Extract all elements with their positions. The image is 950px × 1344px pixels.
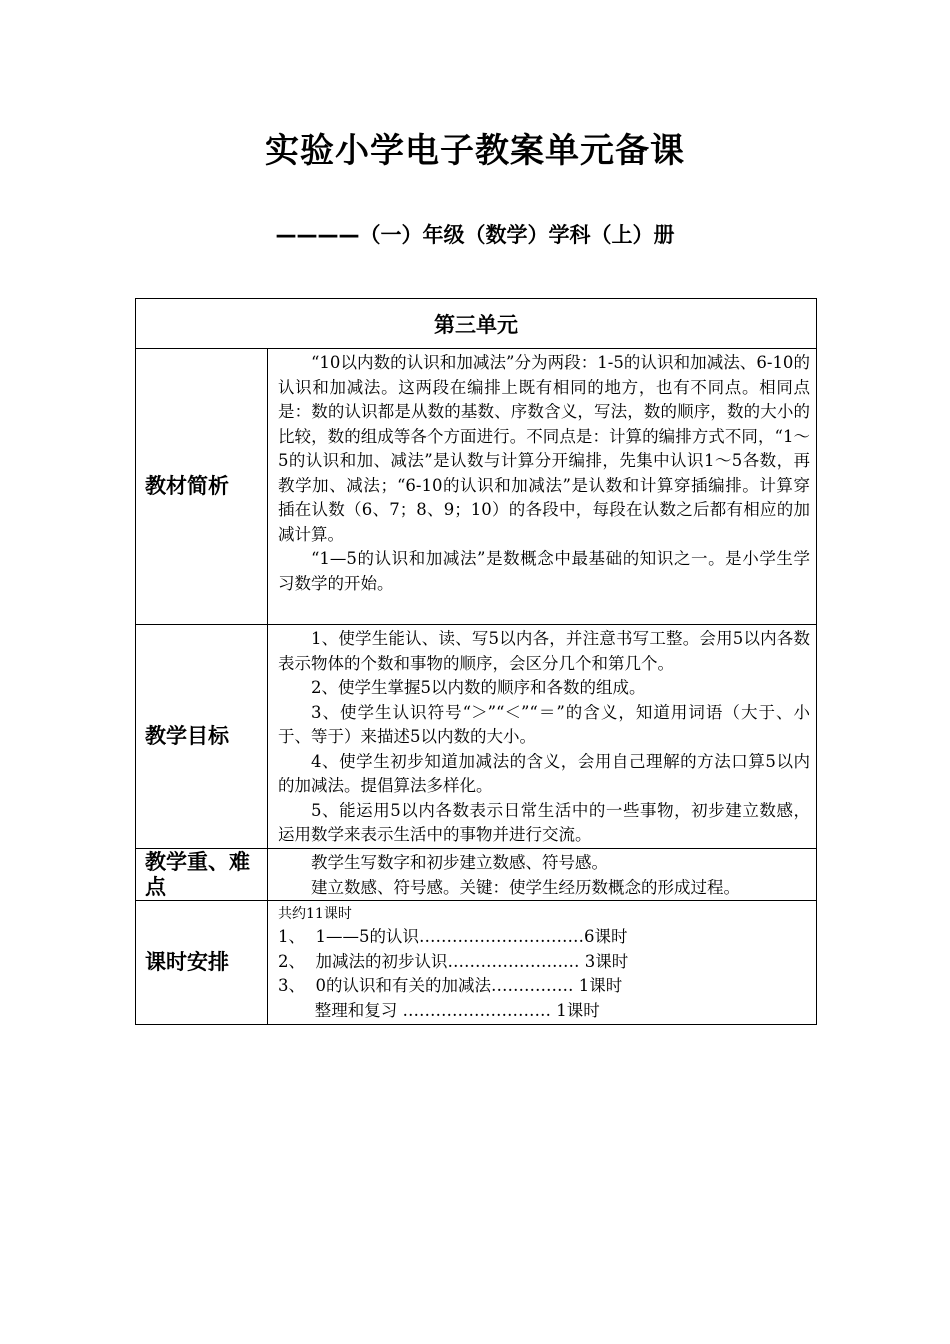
row-label-key-points: 教学重、难点 bbox=[136, 849, 268, 901]
document-subtitle: ————（一）年级（数学）学科（上）册 bbox=[275, 223, 675, 247]
paragraph: “1—5的认识和加减法”是数概念中最基础的知识之一。是小学生学习数学的开始。 bbox=[278, 549, 810, 593]
paragraph: 3、使学生认识符号“＞”“＜”“＝”的含义，知道用词语（大于、小于、等于）来描述5以内数的大小。 bbox=[278, 702, 810, 746]
paragraph: 4、使学生初步知道加减法的含义，会用自己理解的方法口算5以内的加减法。提倡算法多样化。 bbox=[278, 751, 810, 795]
paragraph: “10以内数的认识和加减法”分为两段：1-5的认识和加减法、6-10的认识和加减法。这两段在编排上既有相同的地方，也有不同点。相同点是：数的认识都是从数的基数、序数含义，写法，数的顺序，数的大小的比较，数的组成等各个方面进行。不同点是：计算的编排方式不同，“1～5的认识和加、减法”是认数与计算分开编排，先集中认识1～5各数，再教学加、减法；“6-10的认识和加减法”是认数和计算穿插编排。计算穿插在认数（6、7；8、9；10）的各段中，每段在认数之后都有相应的加减计算。 bbox=[278, 353, 810, 544]
row-label-material-analysis: 教材简析 bbox=[136, 349, 268, 625]
row-label-schedule: 课时安排 bbox=[136, 901, 268, 1025]
schedule-item: 整理和复习 ……………………… 1课时 bbox=[278, 1000, 600, 1020]
row-label-teaching-goals: 教学目标 bbox=[136, 625, 268, 849]
unit-title: 第三单元 bbox=[136, 299, 817, 349]
table-row-teaching-goals bbox=[136, 625, 817, 849]
paragraph: 2、使学生掌握5以内数的顺序和各数的组成。 bbox=[311, 678, 646, 697]
schedule-item: 2、 加减法的初步认识…………………… 3课时 bbox=[278, 951, 629, 971]
schedule-item: 3、 0的认识和有关的加减法…………… 1课时 bbox=[278, 976, 623, 995]
row-content-key-points bbox=[268, 849, 817, 901]
schedule-item: 1、 1——5的认识…………………………6课时 bbox=[278, 927, 628, 946]
paragraph: 5、能运用5以内各数表示日常生活中的一些事物，初步建立数感，运用数学来表示生活中的事物并进行交流。 bbox=[278, 800, 810, 844]
table-row-schedule bbox=[136, 901, 817, 1025]
unit-plan-table bbox=[135, 298, 817, 1025]
table-row-key-points bbox=[136, 849, 817, 901]
paragraph: 1、使学生能认、读、写5以内各，并注意书写工整。会用5以内各数表示物体的个数和事物的顺序，会区分几个和第几个。 bbox=[278, 629, 810, 673]
row-content-schedule bbox=[268, 901, 817, 1025]
row-content-teaching-goals bbox=[268, 625, 817, 849]
schedule-total: 共约11课时 bbox=[278, 906, 352, 922]
row-content-material-analysis bbox=[268, 349, 817, 625]
unit-header-row bbox=[136, 299, 817, 349]
paragraph: 教学生写数字和初步建立数感、符号感。 bbox=[311, 853, 608, 872]
paragraph: 建立数感、符号感。关键：使学生经历数概念的形成过程。 bbox=[311, 877, 740, 897]
table-row-material-analysis bbox=[136, 349, 817, 625]
document-title: 实验小学电子教案单元备课 bbox=[265, 131, 685, 171]
